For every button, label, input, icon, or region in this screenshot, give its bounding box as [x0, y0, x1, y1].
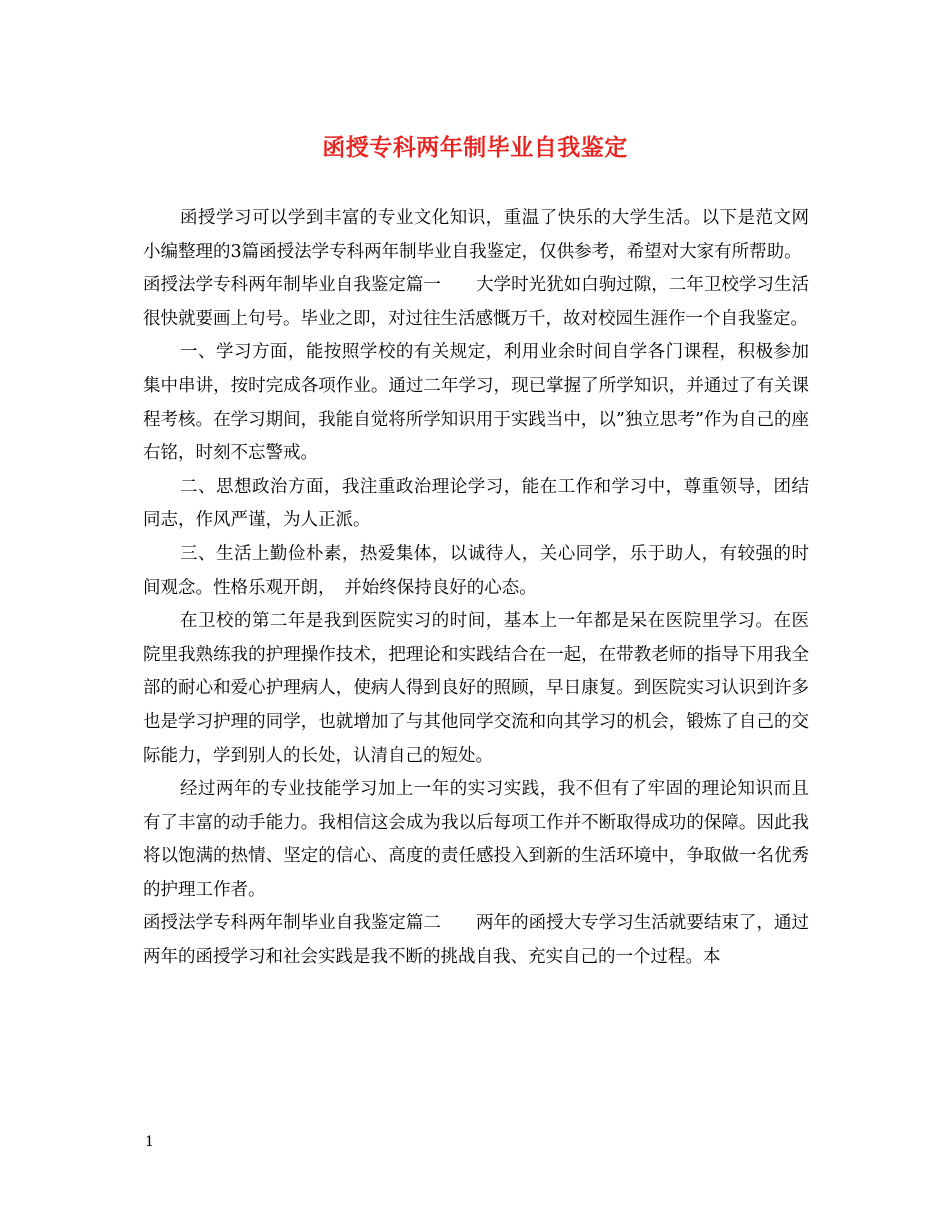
- section-one-paragraph: 函授法学专科两年制毕业自我鉴定篇一 大学时光犹如白驹过隙，二年卫校学习生活很快就要画上句号。毕业之即，对过往生活感慨万千，故对校园生涯作一个自我鉴定。: [143, 275, 809, 329]
- summary-paragraph: 经过两年的专业技能学习加上一年的实习实践，我不但有了牢固的理论知识而且有了丰富的动手能力。我相信这会成为我以后每项工作并不断取得成功的保障。因此我将以饱满的热情、坚定的信心、高度的责任感投入到新的生活环境中，争取做一名优秀的护理工作者。: [143, 779, 809, 900]
- page-number: 1: [145, 1134, 154, 1150]
- section-two-paragraph: 函授法学专科两年制毕业自我鉴定篇二 两年的函授大专学习生活就要结束了，通过两年的函授学习和社会实践是我不断的挑战自我、充实自己的一个过程。本: [143, 913, 809, 968]
- life-paragraph: 三、生活上勤俭朴素，热爱集体，以诚待人，关心同学，乐于助人，有较强的时间观念。性格乐观开朗， 并始终保持良好的心态。: [143, 543, 809, 598]
- politics-paragraph: 二、思想政治方面，我注重政治理论学习，能在工作和学习中，尊重领导，团结同志，作风严谨，为人正派。: [143, 476, 809, 531]
- intro-paragraph: 函授学习可以学到丰富的专业文化知识，重温了快乐的大学生活。以下是范文网小编整理的3篇函授法学专科两年制毕业自我鉴定，仅供参考，希望对大家有所帮助。: [143, 208, 809, 262]
- study-paragraph: 一、学习方面，能按照学校的有关规定，利用业余时间自学各门课程，积极参加集中串讲，按时完成各项作业。通过二年学习，现已掌握了所学知识，并通过了有关课程考核。在学习期间，我能自觉将所学知识用于实践当中，以”独立思考”作为自己的座右铭，时刻不忘警戒。: [143, 342, 809, 464]
- internship-paragraph: 在卫校的第二年是我到医院实习的时间，基本上一年都是呆在医院里学习。在医院里我熟练我的护理操作技术，把理论和实践结合在一起，在带教老师的指导下用我全部的耐心和爱心护理病人，使病人得到良好的照顾，早日康复。到医院实习认识到许多也是学习护理的同学，也就增加了与其他同学交流和向其学习的机会，锻炼了自己的交际能力，学到别人的长处，认清自己的短处。: [143, 611, 809, 766]
- document-body: [143, 202, 809, 975]
- document-title: 函授专科两年制毕业自我鉴定: [322, 134, 628, 161]
